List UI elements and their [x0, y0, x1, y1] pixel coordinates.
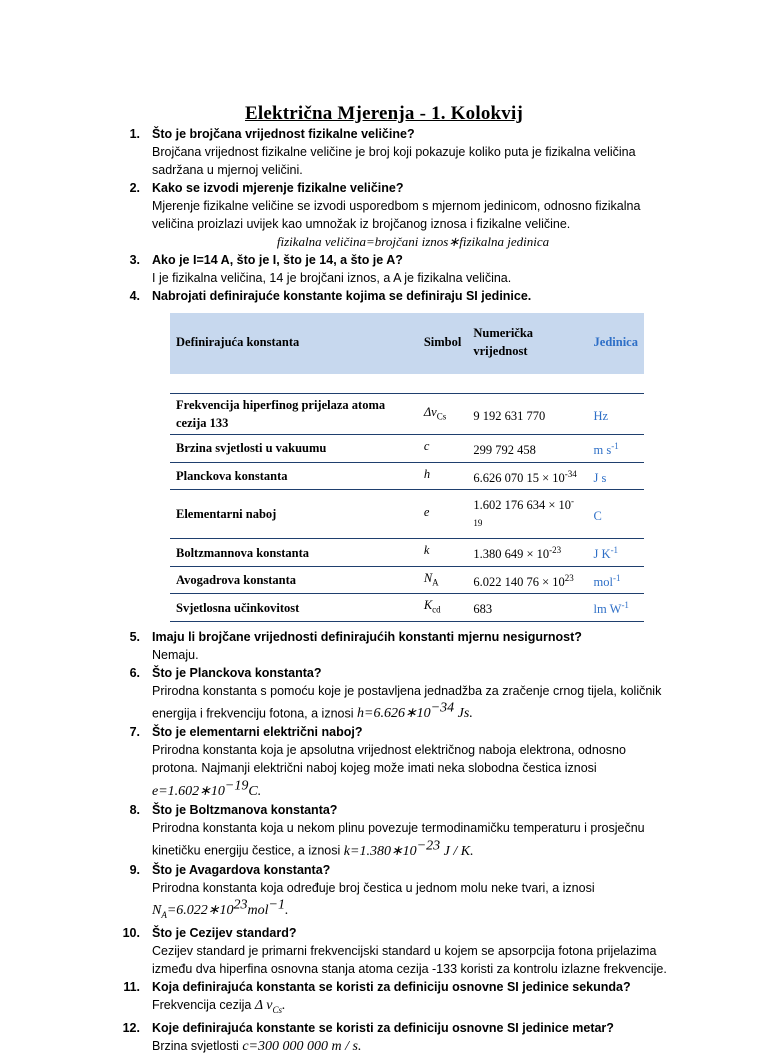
answer-text: Frekvencija cezija — [152, 998, 252, 1013]
question-text: Što je brojčana vrijednost fizikalne veličine? — [152, 127, 415, 141]
constant-unit: Hz — [588, 394, 644, 435]
constant-name: Svjetlosna učinkovitost — [170, 594, 418, 622]
constant-value: 683 — [467, 594, 587, 622]
list-item — [114, 801, 674, 861]
answer-text: Prirodna konstanta koja je apsolutna vrijednost električnog naboja elektrona, odnosno protona. Najmanji električni naboj kojeg može imati neka slobodna čestica iznosi — [152, 743, 626, 776]
item-number: 7. — [129, 725, 140, 740]
item-number: 6. — [129, 665, 140, 680]
answer-text: Brojčana vrijednost fizikalne veličine je broj koji pokazuje koliko puta je fizikalna veličina sadržana u mjernoj veličini. — [152, 145, 636, 177]
math-expression: $h=6.626∗10^{-34}$ Js. — [357, 700, 473, 722]
item-number: 3. — [129, 253, 140, 267]
question-text: Što je elementarni električni naboj? — [152, 725, 363, 740]
table-row — [170, 394, 644, 435]
constant-symbol: $\Delta\nu_{Cs}$ — [418, 394, 468, 435]
question-text: Koja definirajuća konstanta se koristi za definiciju osnovne SI jedinice sekunda? — [152, 980, 631, 995]
table-header: Simbol — [418, 313, 468, 376]
item-number: 1. — [129, 127, 140, 141]
constant-value: 9 192 631 770 — [467, 394, 587, 435]
constant-name: Boltzmannova konstanta — [170, 539, 418, 567]
question-text: Koje definirajuća konstante se koristi za definiciju osnovne SI jedinice metar? — [152, 1021, 614, 1036]
constant-value: 6.022 140 $76 \times 10^{23}$ — [467, 566, 587, 594]
answer-text: Cezijev standard je primarni frekvencijski standard u kojem se apsorpcija fotona prijelazima između dva hiperfina osnovna stanja atoma cezija -133 koristi za kontrolu izlazne frekvencije. — [152, 944, 667, 977]
table-row — [170, 539, 644, 567]
question-list — [114, 125, 674, 1056]
math-expression: Δ $v_{Cs}$. — [254, 998, 286, 1016]
item-number: 4. — [129, 289, 140, 303]
formula: fizikalna veličina=brojčani iznos∗fizikalna jedinica — [276, 234, 550, 249]
table-header: Numerička vrijednost — [467, 313, 587, 376]
question-text: Što je Boltzmanova konstanta? — [152, 803, 338, 818]
table-header: Definirajuća konstanta — [170, 313, 418, 376]
question-text: Što je Cezijev standard? — [152, 926, 297, 941]
constant-unit: mol$^{-1}$ — [588, 566, 644, 594]
constant-value: 6.626 070 $15 \times 10^{-34}$ — [467, 462, 587, 490]
question-text: Što je Avagardova konstanta? — [152, 862, 331, 877]
constant-name: Planckova konstanta — [170, 462, 418, 490]
list-item — [114, 125, 674, 179]
constant-unit: C — [588, 490, 644, 539]
answer-text: Prirodna konstanta koja određuje broj čestica u jednom molu neke tvari, a iznosi — [152, 880, 595, 895]
constant-name: Frekvencija hiperfinog prijelaza atoma cezija 133 — [170, 394, 418, 435]
constant-symbol: h — [418, 462, 468, 490]
list-item — [114, 251, 674, 287]
item-number: 11. — [123, 980, 140, 995]
table-spacer — [170, 376, 644, 394]
item-number: 8. — [129, 803, 140, 818]
constant-name: Elementarni naboj — [170, 490, 418, 539]
constant-name: Avogadrova konstanta — [170, 566, 418, 594]
constant-symbol: $K_{cd}$ — [418, 594, 468, 622]
question-text: Nabrojati definirajuće konstante kojima se definiraju SI jedinice. — [152, 289, 532, 303]
math-expression: c=300 000 000 m / s. — [242, 1039, 362, 1055]
constant-value: 299 792 458 — [467, 435, 587, 463]
question-text: Imaju li brojčane vrijednosti definirajućih konstanti mjernu nesigurnost? — [152, 629, 582, 644]
constant-unit: lm $W^{-1}$ — [588, 594, 644, 622]
item-number: 12. — [122, 1021, 140, 1036]
answer-text: I je fizikalna veličina, 14 je brojčani iznos, a A je fizikalna veličina. — [152, 271, 512, 285]
constant-symbol: $N_A$ — [418, 566, 468, 594]
table-row — [170, 566, 644, 594]
constant-value: 1.602 176 $634 \times 10^{-19}$ — [467, 490, 587, 539]
math-expression: $e=1.602∗10^{-19}C$. — [152, 778, 262, 800]
list-item — [114, 179, 674, 251]
item-number: 2. — [129, 181, 140, 195]
item-number: 10. — [122, 926, 140, 941]
constant-symbol: k — [418, 539, 468, 567]
constants-table — [170, 313, 644, 622]
answer-text: Mjerenje fizikalne veličine se izvodi usporedbom s mjernom jedinicom, odnosno fizikalna veličina proizlazi uvijek kao umnožak iz brojčanog iznosa i fizikalne veličine. — [152, 199, 641, 231]
list-item — [114, 924, 674, 978]
list-item — [114, 628, 674, 664]
table-row — [170, 594, 644, 622]
table-header: Jedinica — [588, 313, 644, 376]
list-item — [114, 287, 674, 622]
answer-text: Brzina svjetlosti — [152, 1039, 239, 1054]
list-item — [114, 664, 674, 724]
answer-text: Prirodna konstanta koja u nekom plinu povezuje termodinamičku temperaturu i prosječnu kinetičku energiju čestice, a iznosi — [152, 821, 645, 858]
constant-unit: J s — [588, 462, 644, 490]
table-row — [170, 462, 644, 490]
constant-name: Brzina svjetlosti u vakuumu — [170, 435, 418, 463]
constant-symbol: c — [418, 435, 468, 463]
constant-unit: m $s^{-1}$ — [588, 435, 644, 463]
list-item — [114, 978, 674, 1019]
question-text: Kako se izvodi mjerenje fizikalne veličine? — [152, 181, 404, 195]
table-row — [170, 490, 644, 539]
list-item — [114, 723, 674, 801]
constant-symbol: e — [418, 490, 468, 539]
item-number: 5. — [129, 629, 140, 644]
constant-unit: J $K^{-1}$ — [588, 539, 644, 567]
question-text: Što je Planckova konstanta? — [152, 665, 322, 680]
page-title: Električna Mjerenja - 1. Kolokvij — [244, 103, 523, 124]
math-expression: $k=1.380∗10^{-23}$ J / K. — [343, 838, 474, 859]
list-item — [114, 861, 674, 924]
question-text: Ako je I=14 A, što je I, što je 14, a što je A? — [152, 253, 403, 267]
table-row — [170, 435, 644, 463]
item-number: 9. — [129, 862, 140, 877]
constant-value: 1.380 $649 \times 10^{-23}$ — [467, 539, 587, 567]
math-expression: $N_A=6.022∗10^{23}mol^{-1}$. — [152, 897, 289, 921]
list-item — [114, 1019, 674, 1056]
answer-text: Prirodna konstanta s pomoću koje je postavljena jednadžba za zračenje crnog tijela, količnik energija i frekvenciju fotona, a iznosi — [152, 683, 662, 721]
answer-text: Nemaju. — [152, 647, 199, 662]
